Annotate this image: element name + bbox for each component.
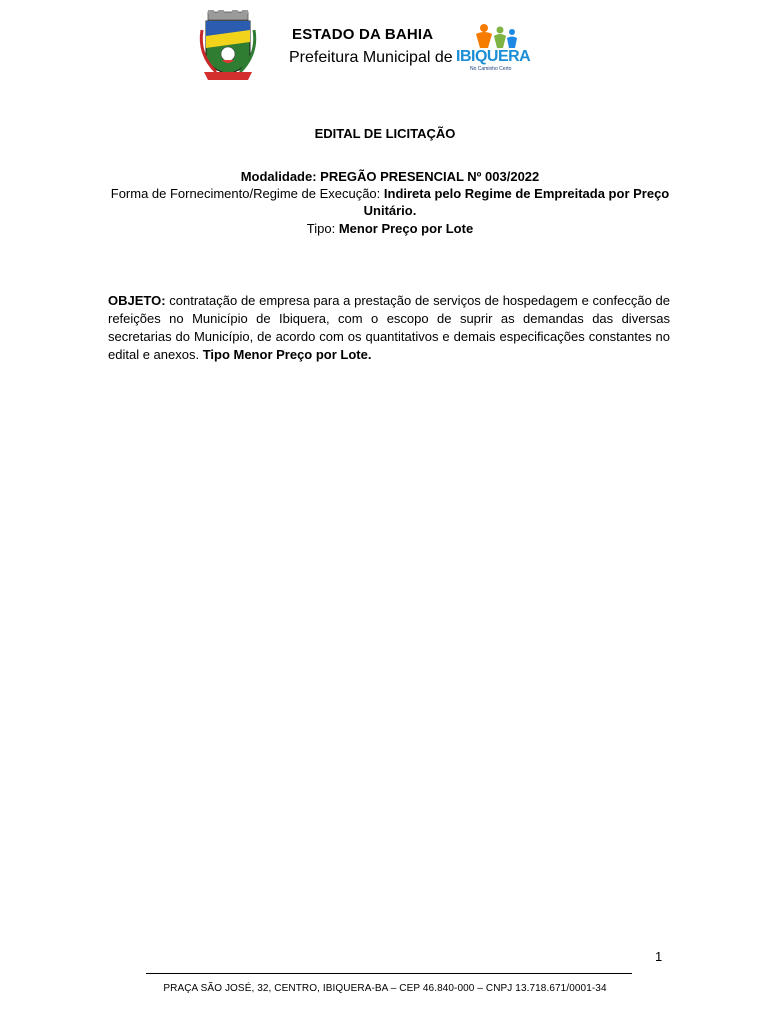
header-state-name: ESTADO DA BAHIA bbox=[292, 26, 434, 43]
header-prefeitura: Prefeitura Municipal de bbox=[289, 49, 453, 66]
modalidade-line: Modalidade: PREGÃO PRESENCIAL Nº 003/2022 bbox=[240, 169, 540, 184]
tipo-value: Menor Preço por Lote bbox=[338, 221, 474, 236]
logo-wordmark: IBIQUERA bbox=[456, 48, 531, 65]
objeto-text: contratação de empresa para a prestação de serviços de hospedagem e confecção de refeições no Município de Ibiquera, com o escopo de suprir as demandas das diversas secretarias do Município, de acordo com os quantitativos e demais especificações constantes no edital e anexos. bbox=[108, 293, 670, 362]
forma-fornecimento-line bbox=[100, 185, 680, 219]
footer-address: PRAÇA SÃO JOSÉ, 32, CENTRO, IBIQUERA-BA – CEP 46.840-000 – CNPJ 13.718.671/0001-34 bbox=[163, 983, 607, 994]
tipo-line bbox=[100, 220, 680, 237]
objeto-tipo: Tipo Menor Preço por Lote. bbox=[202, 347, 372, 362]
ibiquera-logo bbox=[454, 22, 538, 70]
tipo-label: Tipo: bbox=[306, 221, 339, 236]
objeto-label: OBJETO: bbox=[108, 293, 166, 308]
logo-tagline: No Caminho Certo bbox=[470, 66, 512, 72]
forma-value: Indireta pelo Regime de Empreitada por Preço Unitário. bbox=[363, 186, 670, 218]
objeto-paragraph bbox=[108, 292, 670, 364]
coat-of-arms-logo bbox=[196, 10, 260, 82]
forma-label: Forma de Fornecimento/Regime de Execução: bbox=[110, 186, 384, 201]
footer-divider bbox=[146, 973, 632, 974]
document-title: EDITAL DE LICITAÇÃO bbox=[314, 126, 456, 141]
page-number: 1 bbox=[655, 949, 663, 964]
